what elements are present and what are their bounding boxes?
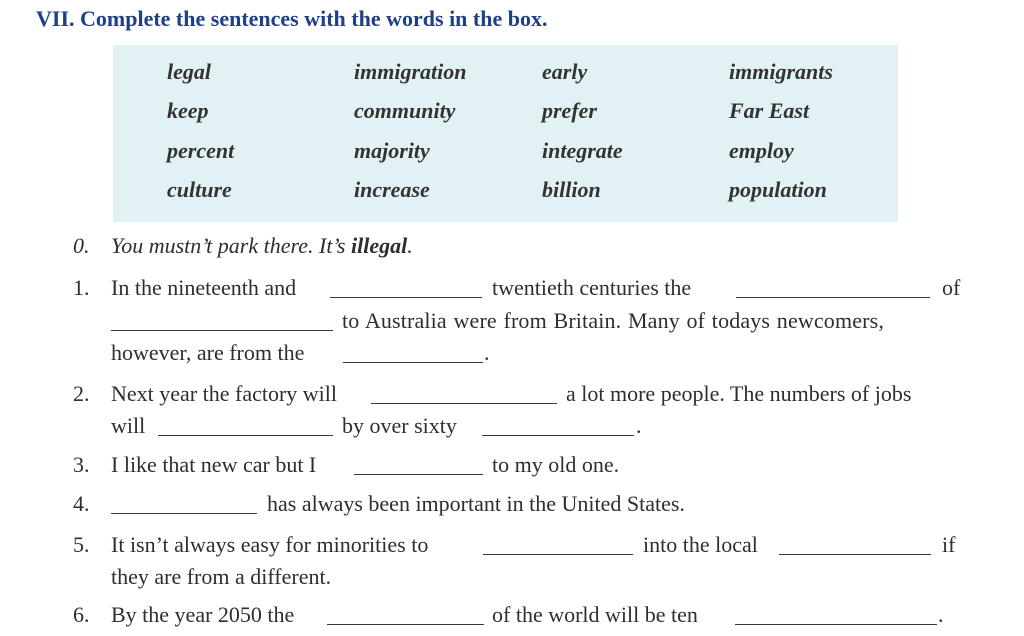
word-box-item: integrate: [542, 138, 623, 163]
answer-blank[interactable]: [111, 330, 333, 331]
word-box-item: prefer: [542, 98, 597, 123]
item-number: 1.: [73, 275, 90, 300]
word-box-item: employ: [729, 138, 794, 163]
word-box-item: immigrants: [729, 59, 833, 84]
sentence-text: a lot more people. The numbers of jobs: [566, 381, 912, 406]
answer-blank[interactable]: [327, 624, 484, 625]
answer-blank[interactable]: [158, 435, 333, 436]
sentence-text: of: [942, 275, 961, 300]
item-number: 3.: [73, 452, 90, 477]
word-box: [113, 45, 898, 222]
answer-blank[interactable]: [779, 554, 931, 555]
sentence-text: of the world will be ten: [492, 602, 698, 627]
word-box-item: immigration: [354, 59, 467, 84]
answer-blank[interactable]: [330, 297, 482, 298]
sentence-text: Next year the factory will: [111, 381, 338, 406]
example-sentence: [111, 231, 413, 261]
answer-blank[interactable]: [735, 624, 937, 625]
word-box-item: majority: [354, 138, 430, 163]
example-end: .: [407, 233, 413, 258]
sentence-text: In the nineteenth and: [111, 275, 297, 300]
sentence-text: they are from a different.: [111, 564, 332, 589]
answer-blank[interactable]: [482, 435, 634, 436]
answer-blank[interactable]: [111, 513, 257, 514]
exercise-heading: VII. Complete the sentences with the words in the box.: [36, 6, 548, 31]
sentence-text: By the year 2050 the: [111, 602, 295, 627]
answer-blank[interactable]: [371, 403, 557, 404]
sentence-text: .: [938, 602, 944, 627]
sentence-text: to my old one.: [492, 452, 620, 477]
example-answer: illegal: [350, 233, 408, 258]
sentence-text: by over sixty: [342, 413, 457, 438]
answer-blank[interactable]: [483, 554, 633, 555]
sentence-text: has always been important in the United States.: [267, 491, 685, 516]
sentence-text: if: [942, 532, 956, 557]
word-box-item: Far East: [729, 98, 810, 123]
answer-blank[interactable]: [354, 474, 483, 475]
sentence-text: to Australia were from Britain. Many of todays newcomers,: [342, 308, 884, 333]
item-number: 2.: [73, 381, 90, 406]
sentence-text: .: [636, 413, 642, 438]
item-number: 0.: [73, 233, 90, 258]
word-box-item: population: [729, 177, 827, 202]
sentence-text: .: [484, 340, 490, 365]
word-box-item: increase: [354, 177, 430, 202]
sentence-text: It isn’t always easy for minorities to: [111, 532, 429, 557]
sentence-text: into the local: [643, 532, 758, 557]
sentence-text: I like that new car but I: [111, 452, 317, 477]
word-box-item: community: [354, 98, 456, 123]
word-box-item: legal: [167, 59, 211, 84]
answer-blank[interactable]: [736, 297, 930, 298]
word-box-item: billion: [542, 177, 601, 202]
sentence-text: twentieth centuries the: [492, 275, 692, 300]
item-number: 5.: [73, 532, 90, 557]
item-number: 6.: [73, 602, 90, 627]
word-box-item: early: [542, 59, 588, 84]
sentence-text: will: [111, 413, 146, 438]
word-box-item: culture: [167, 177, 232, 202]
item-number: 4.: [73, 491, 90, 516]
sentence-text: however, are from the: [111, 340, 305, 365]
answer-blank[interactable]: [343, 362, 483, 363]
example-text: You mustn’t park there. It’s: [111, 233, 351, 258]
word-box-item: keep: [167, 98, 209, 123]
word-box-item: percent: [167, 138, 235, 163]
